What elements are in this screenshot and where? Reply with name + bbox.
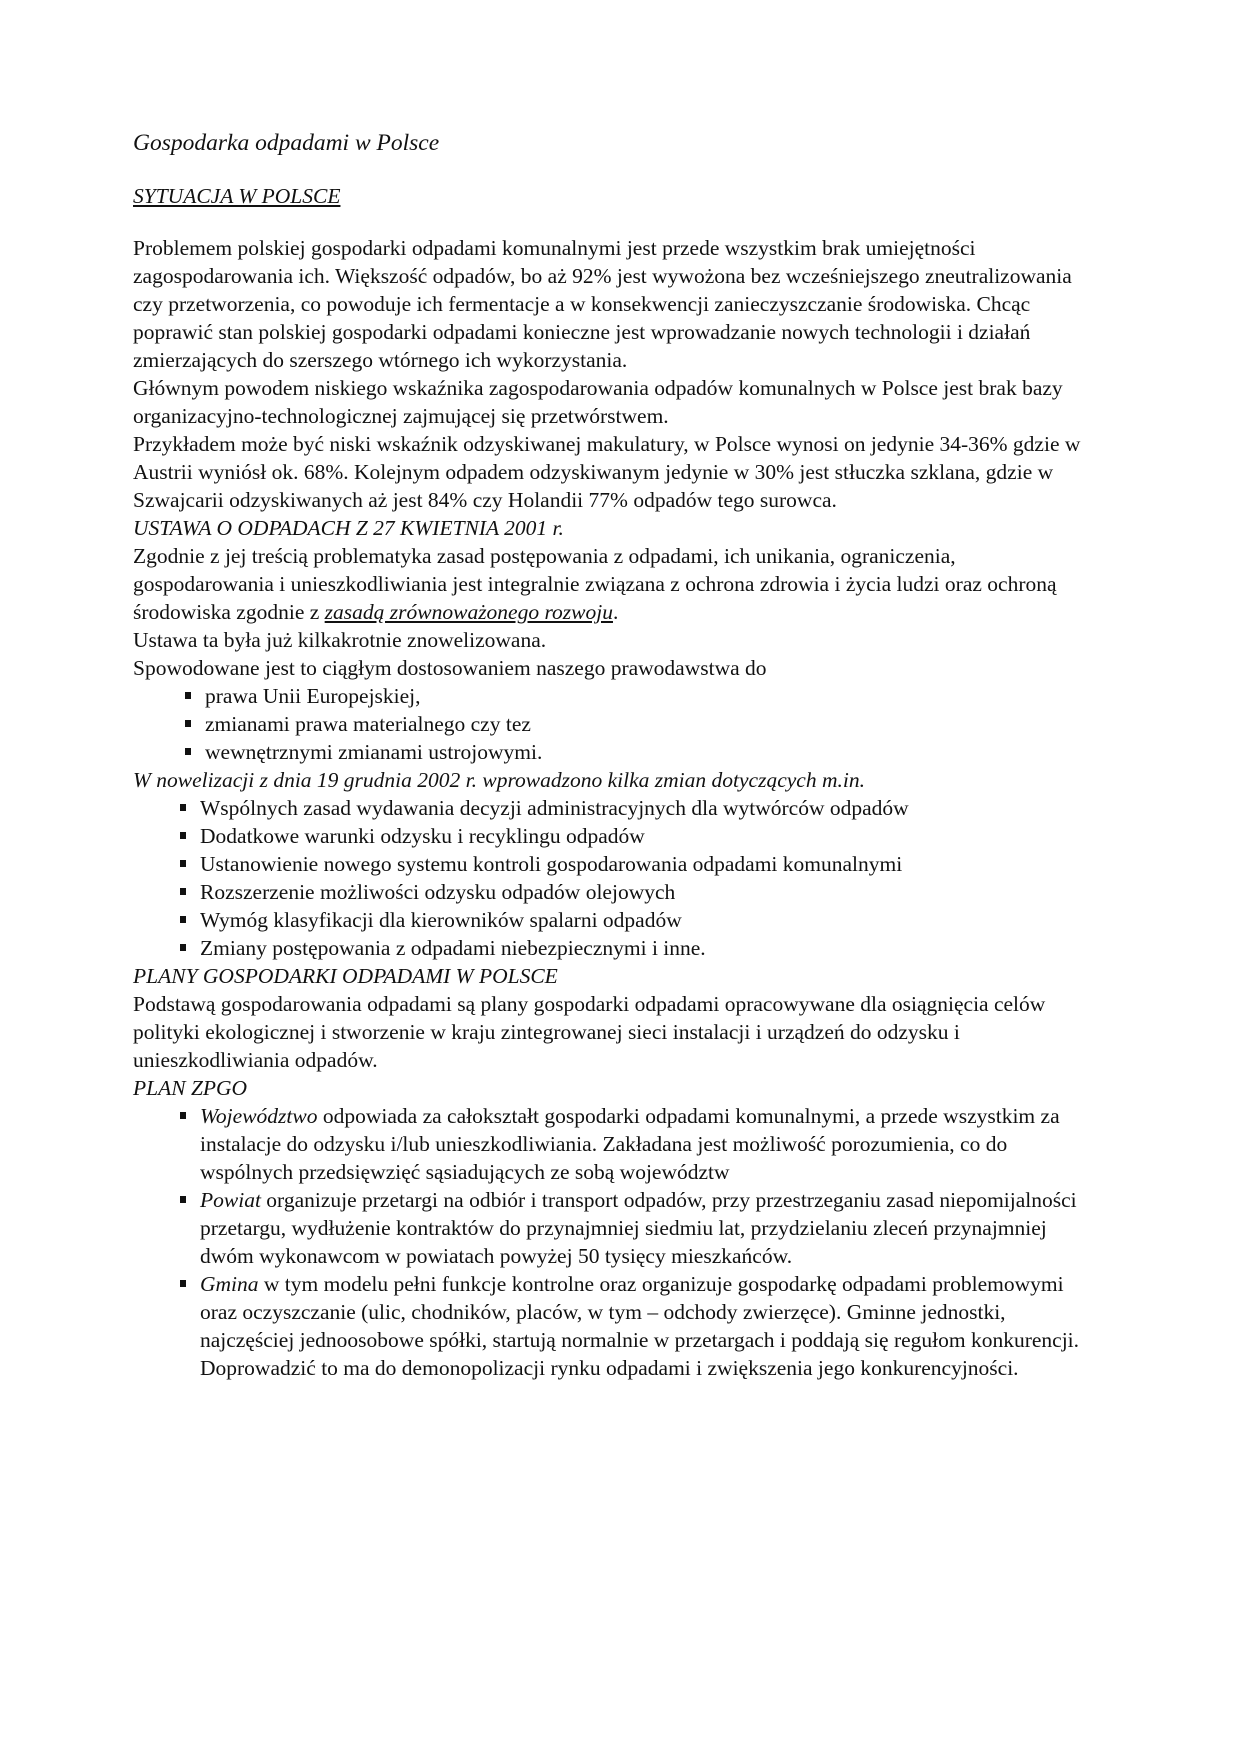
square-bullet-icon [180, 944, 186, 951]
list-item-text: w tym modelu pełni funkcje kontrolne oraz organizuje gospodarkę odpadami problemowymi oraz oczyszczanie (ulic, chodników, placów, w tym – odchody zwierzęce). Gminne jednostki, najczęściej jednoosobowe spółki, startują normalnie w przetargach i poddają się regułom konkurencji. Doprowadzić to ma do demonopolizacji rynku odpadami i zwiększenia jego konkurencyjności. [200, 1272, 1080, 1380]
paragraph-amended: Ustawa ta była już kilkakrotnie znowelizowana. [133, 628, 547, 652]
adaptation-list [133, 682, 1093, 766]
amendment-heading: W nowelizacji z dnia 19 grudnia 2002 r. wprowadzono kilka zmian dotyczących m.in. [133, 768, 865, 792]
list-item [133, 710, 1093, 738]
term-powiat: Powiat [200, 1188, 261, 1212]
section-heading-ustawa: USTAWA O ODPADACH Z 27 KWIETNIA 2001 r. [133, 516, 564, 540]
list-item-powiat [133, 1186, 1093, 1270]
list-item [133, 738, 1093, 766]
list-item-wojewodztwo [133, 1102, 1093, 1186]
term-gmina: Gmina [200, 1272, 259, 1296]
list-item-text: zmianami prawa materialnego czy tez [205, 712, 531, 736]
sustainable-development-link[interactable]: zasadą zrównoważonego rozwoju [324, 600, 613, 624]
square-bullet-icon [180, 804, 186, 811]
term-wojewodztwo: Województwo [200, 1104, 318, 1128]
list-item-text: Ustanowienie nowego systemu kontroli gospodarowania odpadami komunalnymi [200, 852, 903, 876]
zpgo-list [133, 1102, 1093, 1382]
list-item [133, 794, 1093, 822]
list-item-gmina [133, 1270, 1093, 1382]
square-bullet-icon [185, 692, 191, 699]
square-bullet-icon [180, 916, 186, 923]
document-title: Gospodarka odpadami w Polsce [133, 130, 440, 156]
section-heading-sytuacja: SYTUACJA W POLSCE [133, 184, 341, 208]
paragraph-ustawa-content [133, 542, 1093, 626]
ustawa-text-before-link: Zgodnie z jej treścią problematyka zasad postępowania z odpadami, ich unikania, ograniczenia, gospodarowania i unieszkodliwiania jest integralnie związana z ochrona zdrowia i życia ludzi oraz ochroną środowiska zgodnie z [133, 544, 1057, 624]
paragraph-example: Przykładem może być niski wskaźnik odzyskiwanej makulatury, w Polsce wynosi on jedynie 34-36% gdzie w Austrii wyniósł ok. 68%. Kolejnym odpadem odzyskiwanym jedynie w 30% jest stłuczka szklana, gdzie w Szwajcarii odzyskiwanych aż jest 84% czy Holandii 77% odpadów tego surowca. [133, 432, 1081, 512]
list-item-text: Zmiany postępowania z odpadami niebezpiecznymi i inne. [200, 936, 706, 960]
document-page [133, 128, 1093, 1382]
list-item-text: Dodatkowe warunki odzysku i recyklingu odpadów [200, 824, 645, 848]
paragraph-plans-basis: Podstawą gospodarowania odpadami są plany gospodarki odpadami opracowywane dla osiągnięcia celów polityki ekologicznej i stworzenie w kraju zintegrowanej sieci instalacji i urządzeń do odzysku i unieszkodliwiania odpadów. [133, 992, 1046, 1072]
list-item [133, 878, 1093, 906]
square-bullet-icon [180, 1196, 186, 1203]
paragraph-caused-by: Spowodowane jest to ciągłym dostosowaniem naszego prawodawstwa do [133, 656, 767, 680]
list-item [133, 682, 1093, 710]
list-item [133, 906, 1093, 934]
list-item-text: wewnętrznymi zmianami ustrojowymi. [205, 740, 543, 764]
list-item-text: odpowiada za całokształt gospodarki odpadami komunalnymi, a przede wszystkim za instalacje do odzysku i/lub unieszkodliwiania. Zakładana jest możliwość porozumienia, co do wspólnych przedsięwzięć sąsiadujących ze sobą województw [200, 1104, 1060, 1184]
ustawa-text-after-link: . [612, 600, 619, 624]
list-item-text: organizuje przetargi na odbiór i transport odpadów, przy przestrzeganiu zasad niepomijalności przetargu, wydłużenie kontraktów do przynajmniej siedmiu lat, przydzielaniu zleceń przynajmniej dwóm wykonawcom w powiatach powyżej 50 tysięcy mieszkańców. [200, 1188, 1077, 1268]
section-heading-plan-zpgo: PLAN ZPGO [133, 1076, 248, 1100]
amendment-list [133, 794, 1093, 962]
square-bullet-icon [185, 720, 191, 727]
list-item-text: Wymóg klasyfikacji dla kierowników spalarni odpadów [200, 908, 682, 932]
square-bullet-icon [180, 1112, 186, 1119]
list-item-text: prawa Unii Europejskiej, [205, 684, 421, 708]
paragraph-main-reason: Głównym powodem niskiego wskaźnika zagospodarowania odpadów komunalnych w Polsce jest brak bazy organizacyjno-technologicznej zajmującej się przetwórstwem. [133, 376, 1063, 428]
square-bullet-icon [180, 860, 186, 867]
square-bullet-icon [180, 888, 186, 895]
list-item [133, 934, 1093, 962]
paragraph-problem: Problemem polskiej gospodarki odpadami komunalnymi jest przede wszystkim brak umiejętności zagospodarowania ich. Większość odpadów, bo aż 92% jest wywożona bez wcześniejszego zneutralizowania czy przetworzenia, co powoduje ich fermentacje a w konsekwencji zanieczyszczanie środowiska. Chcąc poprawić stan polskiej gospodarki odpadami konieczne jest wprowadzanie nowych technologii i działań zmierzających do szerszego wtórnego ich wykorzystania. [133, 236, 1072, 372]
list-item-text: Wspólnych zasad wydawania decyzji administracyjnych dla wytwórców odpadów [200, 796, 909, 820]
square-bullet-icon [180, 1280, 186, 1287]
list-item [133, 822, 1093, 850]
list-item [133, 850, 1093, 878]
square-bullet-icon [180, 832, 186, 839]
section-heading-plany: PLANY GOSPODARKI ODPADAMI W POLSCE [133, 964, 558, 988]
square-bullet-icon [185, 748, 191, 755]
list-item-text: Rozszerzenie możliwości odzysku odpadów olejowych [200, 880, 676, 904]
